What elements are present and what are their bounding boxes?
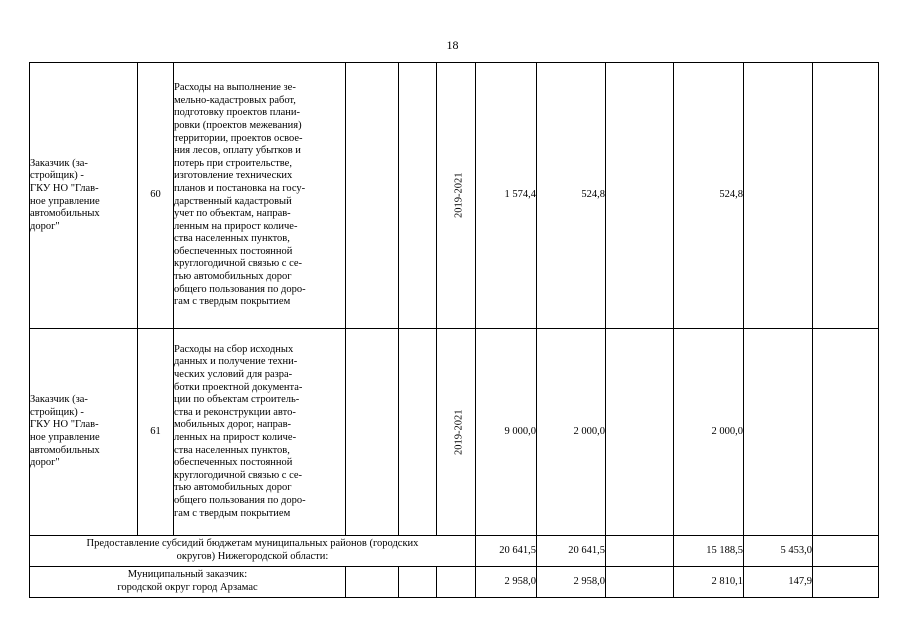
period-text: 2019-2021 [453, 172, 465, 219]
period-cell [437, 329, 476, 536]
customer-cell: Заказчик (за- стройщик) - ГКУ НО "Глав- ное управление автомобильных дорог" [30, 63, 138, 329]
empty-cell [606, 536, 674, 567]
amount-cell: 147,9 [744, 567, 813, 598]
subsidy-row [30, 536, 879, 567]
total-cell: 2 958,0 [476, 567, 537, 598]
empty-cell [813, 63, 879, 329]
row-number-cell: 61 [138, 329, 174, 536]
customer-cell: Заказчик (за- стройщик) - ГКУ НО "Глав- ное управление автомобильных дорог" [30, 329, 138, 536]
municipal-label-cell: Муниципальный заказчик: городской округ город Арзамас [30, 567, 346, 598]
amount-cell: 2 810,1 [674, 567, 744, 598]
empty-cell [813, 567, 879, 598]
description-cell: Расходы на выполнение зе- мельно-кадастровых работ, подготовку проектов плани- ровки (проектов межевания) территории, проектов освое- ния лесов, оплату убытков и потерь при строительстве, изготовление технических планов и постановка на госу- дарственный кадастровый учет по объектам, направ- ленным на прирост количе- ства населенных пунктов, обеспеченных постоянной круглогодичной связью с се- тью автомобильных дорог общего пользования по доро- гам с твердым покрытием [174, 63, 346, 329]
amount-cell: 524,8 [537, 63, 606, 329]
budget-table [29, 62, 879, 598]
amount-cell: 20 641,5 [537, 536, 606, 567]
empty-cell [399, 567, 437, 598]
empty-cell [399, 329, 437, 536]
page-number: 18 [446, 38, 459, 52]
empty-cell [437, 567, 476, 598]
empty-cell [813, 329, 879, 536]
municipal-row [30, 567, 879, 598]
amount-cell: 524,8 [674, 63, 744, 329]
empty-cell [346, 63, 399, 329]
period-text: 2019-2021 [453, 409, 465, 455]
period-cell [437, 63, 476, 329]
row-number-cell: 60 [138, 63, 174, 329]
table-row [30, 329, 879, 536]
empty-cell [744, 63, 813, 329]
empty-cell [346, 329, 399, 536]
amount-cell: 2 000,0 [537, 329, 606, 536]
empty-cell [744, 329, 813, 536]
empty-cell [813, 536, 879, 567]
amount-cell: 2 000,0 [674, 329, 744, 536]
empty-cell [606, 567, 674, 598]
amount-cell: 15 188,5 [674, 536, 744, 567]
amount-cell: 5 453,0 [744, 536, 813, 567]
empty-cell [399, 63, 437, 329]
empty-cell [606, 329, 674, 536]
description-cell: Расходы на сбор исходных данных и получение техни- ческих условий для разра- ботки проектной документа- ции по объектам строитель- ства и реконструкции авто- мобильных дорог, направ- ленных на прирост количе- ства населенных пунктов, обеспеченных постоянной круглогодичной связью с се- тью автомобильных дорог общего пользования по доро- гам с твердым покрытием [174, 329, 346, 536]
empty-cell [606, 63, 674, 329]
subsidy-label-cell: Предоставление субсидий бюджетам муниципальных районов (городских округов) Нижегородской области: [30, 536, 476, 567]
empty-cell [346, 567, 399, 598]
total-cell: 20 641,5 [476, 536, 537, 567]
total-cell: 1 574,4 [476, 63, 537, 329]
table-row [30, 63, 879, 329]
total-cell: 9 000,0 [476, 329, 537, 536]
amount-cell: 2 958,0 [537, 567, 606, 598]
